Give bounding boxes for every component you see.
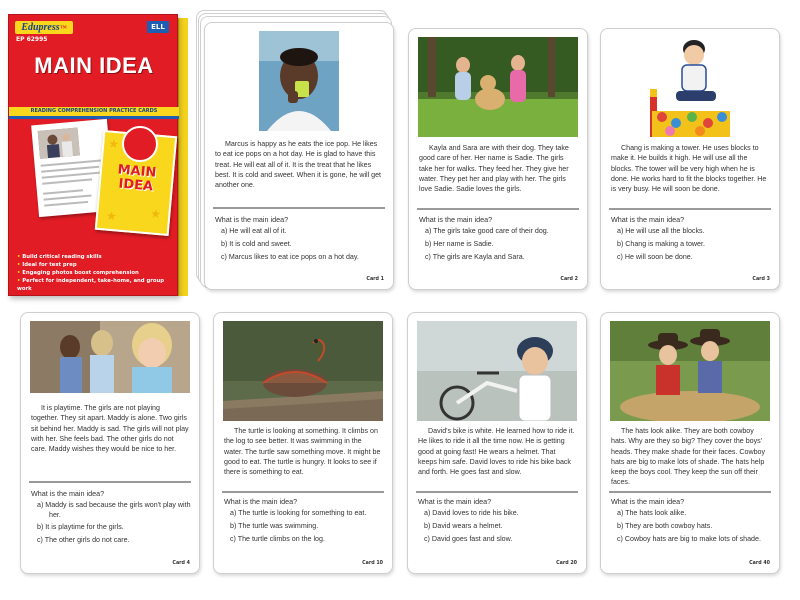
box-title: MAIN IDEA [34, 53, 154, 78]
sample-text-line [44, 194, 92, 200]
sample-text-line [43, 189, 83, 194]
card-photo-boy-blocks [642, 37, 738, 137]
answer-option-b[interactable]: b) David wears a helmet. [424, 521, 503, 530]
sample-text-line [42, 172, 102, 179]
sample-card-image [38, 127, 80, 158]
card-number: Card 10 [362, 561, 383, 566]
answer-option-a[interactable]: a) The turtle is looking for something to eat. [230, 509, 367, 517]
card-options [221, 227, 385, 266]
practice-card-10 [213, 312, 393, 574]
answer-option-a[interactable]: a) Maddy is sad because the girls won't play with her. [37, 501, 191, 519]
card-number: Card 1 [366, 277, 384, 282]
practice-card-3 [600, 28, 780, 290]
practice-card-2 [408, 28, 588, 290]
boy-building-tower-image [642, 37, 738, 137]
answer-option-a[interactable]: a) The girls take good care of their dog. [425, 227, 549, 235]
card-divider [416, 491, 578, 493]
box-subtitle: READING COMPREHENSION PRACTICE CARDS [9, 107, 179, 116]
bullet-item: • Build critical reading skills [17, 253, 177, 261]
answer-option-c[interactable]: c) The girls are Kayla and Sara. [425, 252, 525, 261]
card-passage: Kayla and Sara are with their dog. They take good care of her. Her name is Sadie. The girls take her for walks. They feed her. They give her water. They pet her and play with her. The girls love Sadie. Sadie loves the girls. [419, 144, 569, 194]
card-question: What is the main idea? [419, 215, 493, 224]
card-photo-boy-ice-pop [259, 31, 339, 131]
card-photo-girls-playtime [30, 321, 190, 393]
card-divider [29, 481, 191, 483]
answer-option-b[interactable]: b) They are both cowboy hats. [617, 521, 713, 530]
turtle-on-log-image [223, 321, 383, 421]
card-number: Card 4 [172, 561, 190, 566]
box-front [8, 14, 178, 296]
answer-option-b[interactable]: b) It is playtime for the girls. [37, 523, 124, 532]
card-question: What is the main idea? [224, 497, 298, 506]
boy-riding-bike-image [417, 321, 577, 421]
card-passage: The turtle is looking at something. It climbs on the log to see better. It was swimming in the water. The turtle saw something move. It might be good to eat. The turtle is hungry. It looks to see if there is something to eat. [224, 427, 381, 477]
answer-option-a[interactable]: a) David loves to ride his bike. [424, 509, 519, 517]
answer-option-a[interactable]: a) He will eat all of it. [221, 227, 287, 235]
ell-badge: ELL [147, 21, 169, 33]
box-bullet-list [17, 253, 177, 293]
girls-with-dog-image [418, 37, 578, 137]
card-passage: Chang is making a tower. He uses blocks to make it. He builds it high. He will use all the blocks. The tower will be very high when he is done. He works hard to fit the blocks together. He is very busy. He will soon be done. [611, 144, 767, 194]
card-passage: Marcus is happy as he eats the ice pop. He likes to eat ice pops on a hot day. He is glad to have this treat. He will eat all of it. It is the treat that he likes best. It is cold and sweet. When it is gone, he will get another one. [215, 140, 381, 190]
card-divider [213, 207, 385, 209]
box-side-panel [178, 18, 188, 296]
card-passage: David's bike is white. He learned how to ride it. He likes to ride it all the time now. He is getting good at going fast! He wears a helmet. That keeps him safe. David loves to ride his bike back and forth. He goes fast and slow. [418, 427, 575, 477]
star-icon: ★ [107, 136, 120, 152]
answer-option-b[interactable]: b) It is cold and sweet. [221, 239, 292, 248]
card-options [424, 509, 578, 548]
card-number: Card 3 [752, 277, 770, 282]
card-question: What is the main idea? [611, 497, 685, 506]
product-code: EP 62995 [16, 36, 48, 43]
answer-option-c[interactable]: c) The other girls do not care. [37, 536, 130, 545]
bullet-item: • Engaging photos boost comprehension [17, 269, 177, 277]
card-question: What is the main idea? [31, 489, 105, 498]
sample-text-line [44, 201, 88, 207]
card-options [37, 501, 191, 549]
card-options [617, 227, 771, 266]
answer-option-b[interactable]: b) Her name is Sadie. [425, 239, 494, 248]
girls-playtime-image [30, 321, 190, 393]
card-options [230, 509, 384, 548]
card-question: What is the main idea? [215, 215, 289, 224]
star-icon: ★ [149, 206, 162, 222]
card-photo-turtle [223, 321, 383, 421]
answer-option-c[interactable]: c) Cowboy hats are big to make lots of shade. [617, 534, 761, 543]
answer-option-a[interactable]: a) The hats look alike. [617, 509, 687, 517]
card-photo-cowboy-hats [610, 321, 770, 421]
product-box [8, 14, 186, 296]
card-divider [222, 491, 384, 493]
card-passage: The hats look alike. They are both cowboy hats. Why are they so big? They cover the boys' heads. They make shade for their faces. Cowboy hats are big to make lots of shade. The hats help keep the boys cool. They keep the sun off their faces. [611, 427, 766, 487]
box-stripe [9, 116, 179, 119]
brand-name: Edupress [21, 22, 60, 33]
starburst-badge-icon [122, 126, 158, 162]
answer-option-b[interactable]: b) Chang is making a tower. [617, 239, 705, 248]
card-options [617, 509, 771, 548]
card-photo-girls-dog [418, 37, 578, 137]
card-divider [609, 208, 771, 210]
practice-card-4 [20, 312, 200, 574]
sample-card-title: MAIN IDEA [117, 162, 157, 195]
card-number: Card 40 [749, 561, 770, 566]
answer-option-c[interactable]: c) He will soon be done. [617, 252, 693, 261]
practice-card-40 [600, 312, 780, 574]
card-number: Card 2 [560, 277, 578, 282]
answer-option-c[interactable]: c) David goes fast and slow. [424, 534, 513, 543]
answer-option-c[interactable]: c) The turtle climbs on the log. [230, 534, 325, 543]
card-question: What is the main idea? [611, 215, 685, 224]
bullet-item: • Perfect for independent, take-home, and group work [17, 277, 177, 293]
practice-card-1 [204, 22, 394, 290]
practice-card-20 [407, 312, 587, 574]
answer-option-a[interactable]: a) He will use all the blocks. [617, 227, 705, 235]
boy-ice-pop-image [259, 31, 339, 131]
answer-option-c[interactable]: c) Marcus likes to eat ice pops on a hot day. [221, 252, 359, 261]
boys-cowboy-hats-image [610, 321, 770, 421]
sample-text-line [42, 178, 92, 184]
bullet-item: • Ideal for test prep [17, 261, 177, 269]
card-divider [609, 491, 771, 493]
card-divider [417, 208, 579, 210]
card-photo-boy-bike [417, 321, 577, 421]
answer-option-b[interactable]: b) The turtle was swimming. [230, 521, 319, 530]
brand-trademark: ™ [59, 24, 67, 32]
star-icon: ★ [105, 208, 118, 224]
card-passage: It is playtime. The girls are not playing together. They sit apart. Maddy is alone. Two girls sit behind her. Maddy is sad. The girls will not play with her. She feels bad. The other girls do not care. Maddy wishes they would be nice to her. [31, 404, 189, 454]
card-number: Card 20 [556, 561, 577, 566]
brand-logo [15, 21, 73, 34]
card-options [425, 227, 579, 266]
card-question: What is the main idea? [418, 497, 492, 506]
